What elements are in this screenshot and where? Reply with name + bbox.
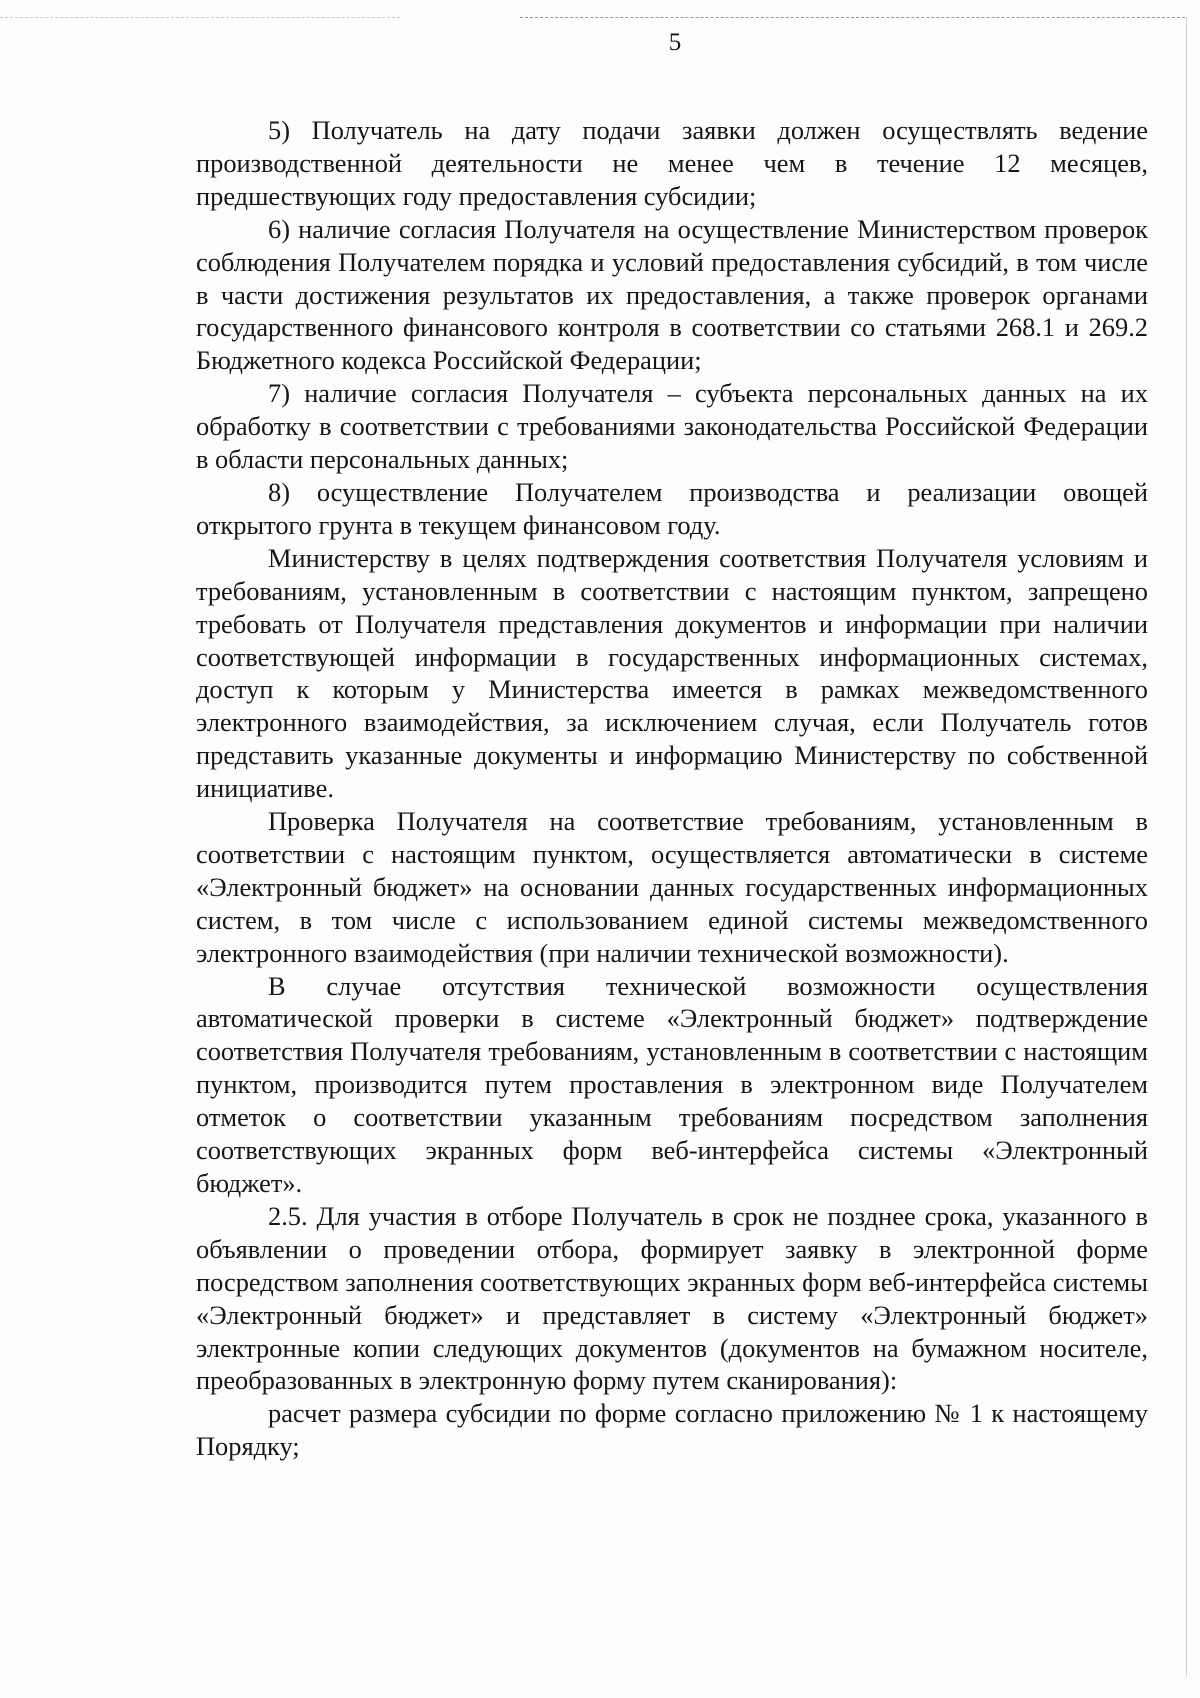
paragraph-ministry-restriction: Министерству в целях подтверждения соответствия Получателя условиям и требованиям, установленным в соответствии с настоящим пунктом, запрещено требовать от Получателя представления документов и информации при наличии соответствующей информации в государственных информационных системах, доступ к которым у Министерства имеется в рамках межведомственного электронного взаимодействия, за исключением случая, если Получатель готов представить указанные документы и информацию Министерству по собственной инициативе. <box>196 542 1148 804</box>
paragraph-item-8: 8) осуществление Получателем производства и реализации овощей открытого грунта в текущем финансовом году. <box>196 476 1148 540</box>
scan-edge-top-left <box>0 17 400 18</box>
scan-edge-top <box>520 17 1185 18</box>
page-number: 5 <box>668 29 682 56</box>
paragraph-subsidy-calculation: расчет размера субсидии по форме согласно приложению № 1 к настоящему Порядку; <box>196 1398 1148 1462</box>
scan-edge-right <box>1186 17 1187 1677</box>
paragraph-item-6: 6) наличие согласия Получателя на осуществление Министерством проверок соблюдения Получателем порядка и условий предоставления субсидий, в том числе в части достижения результатов их предоставления, а также проверок органами государственного финансового контроля в соответствии со статьями 268.1 и 269.2 Бюджетного кодекса Российской Федерации; <box>196 213 1148 376</box>
paragraph-item-5: 5) Получатель на дату подачи заявки должен осуществлять ведение производственной деятельности не менее чем в течение 12 месяцев, предшествующих году предоставления субсидии; <box>196 115 1148 211</box>
document-body <box>196 114 1148 1463</box>
paragraph-automatic-check: Проверка Получателя на соответствие требованиям, установленным в соответствии с настоящим пунктом, осуществляется автоматически в системе «Электронный бюджет» на основании данных государственных информационных систем, в том числе с использованием единой системы межведомственного электронного взаимодействия (при наличии технической возможности). <box>196 806 1148 968</box>
paragraph-item-7: 7) наличие согласия Получателя – субъекта персональных данных на их обработку в соответствии с требованиями законодательства Российской Федерации в области персональных данных; <box>196 378 1148 475</box>
paragraph-section-2-5: 2.5. Для участия в отборе Получатель в срок не позднее срока, указанного в объявлении о проведении отбора, формирует заявку в электронной форме посредством заполнения соответствующих экранных форм веб-интерфейса системы «Электронный бюджет» и представляет в систему «Электронный бюджет» электронные копии следующих документов (документов на бумажном носителе, преобразованных в электронную форму путем сканирования): <box>196 1200 1148 1396</box>
paragraph-manual-confirmation: В случае отсутствия технической возможности осуществления автоматической проверки в системе «Электронный бюджет» подтверждение соответствия Получателя требованиям, установленным в соответствии с настоящим пунктом, производится путем проставления в электронном виде Получателем отметок о соответствии указанным требованиям посредством заполнения соответствующих экранных форм веб-интерфейса системы «Электронный бюджет». <box>196 970 1148 1198</box>
